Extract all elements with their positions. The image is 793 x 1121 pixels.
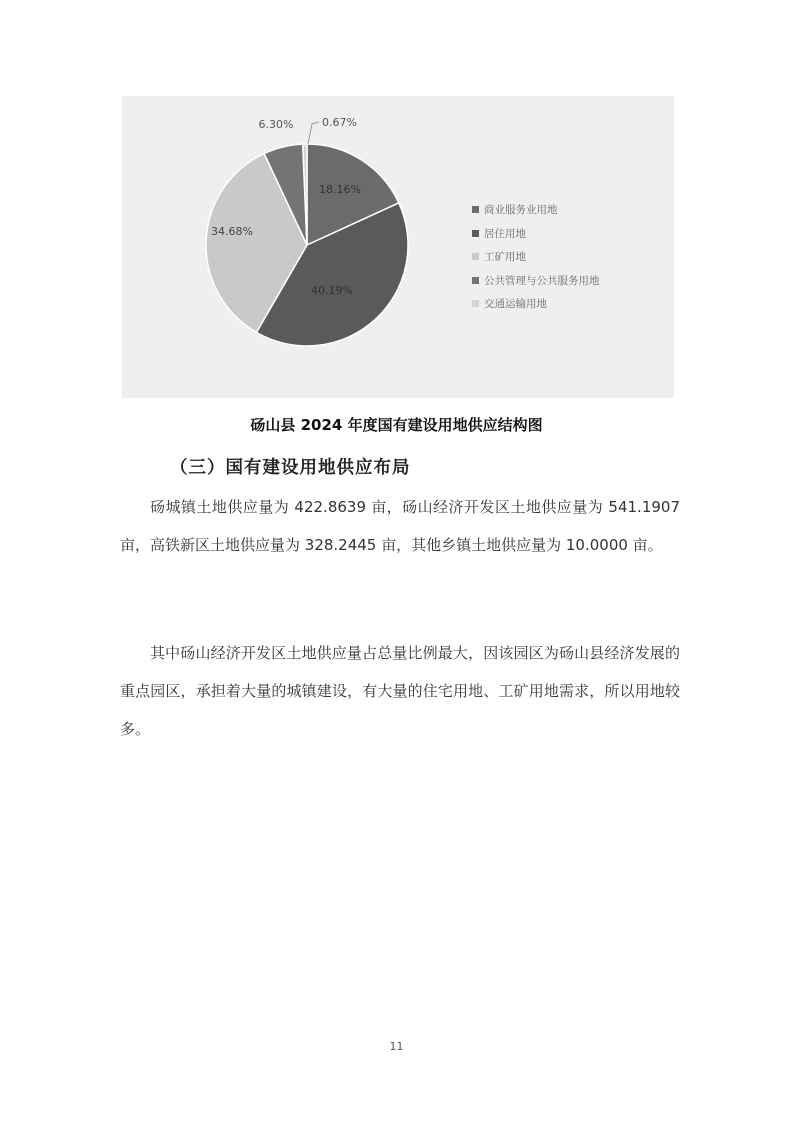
chart-legend	[472, 198, 600, 316]
legend-label-2: 居住用地	[484, 227, 526, 240]
legend-label-5: 交通运输用地	[484, 298, 547, 311]
pie-data-label-2: 40.19%	[311, 284, 353, 297]
legend-item-3	[472, 245, 600, 269]
legend-label-3: 工矿用地	[484, 251, 526, 264]
legend-item-2	[472, 222, 600, 246]
figure-caption: 砀山县 2024 年度国有建设用地供应结构图	[250, 416, 543, 434]
legend-swatch-2	[472, 230, 479, 237]
legend-label-1: 商业服务业用地	[484, 204, 558, 217]
legend-swatch-5	[472, 300, 479, 307]
legend-swatch-3	[472, 253, 479, 260]
page-number: 11	[389, 1040, 404, 1053]
legend-swatch-4	[472, 277, 479, 284]
pie-data-label-1: 18.16%	[319, 183, 361, 196]
paragraph-supply-by-area: 砀城镇土地供应量为 422.8639 亩，砀山经济开发区土地供应量为 541.1907 亩，高铁新区土地供应量为 328.2445 亩，其他乡镇土地供应量为 10.0000 亩。	[120, 498, 680, 554]
legend-item-4	[472, 269, 600, 293]
section-heading: （三）国有建设用地供应布局	[170, 458, 411, 478]
leader-line	[308, 122, 319, 144]
pie-chart	[122, 96, 674, 398]
legend-item-1	[472, 198, 600, 222]
legend-swatch-1	[472, 206, 479, 213]
paragraph-explanation: 其中砀山经济开发区土地供应量占总量比例最大，因该园区为砀山县经济发展的重点园区，承担着大量的城镇建设，有大量的住宅用地、工矿用地需求，所以用地较多。	[120, 644, 680, 738]
legend-item-5	[472, 292, 600, 316]
pie-data-label-4: 6.30%	[258, 118, 294, 131]
legend-label-4: 公共管理与公共服务用地	[484, 274, 600, 287]
pie-data-label-3: 34.68%	[211, 225, 253, 238]
pie-data-label-5: 0.67%	[322, 116, 357, 129]
